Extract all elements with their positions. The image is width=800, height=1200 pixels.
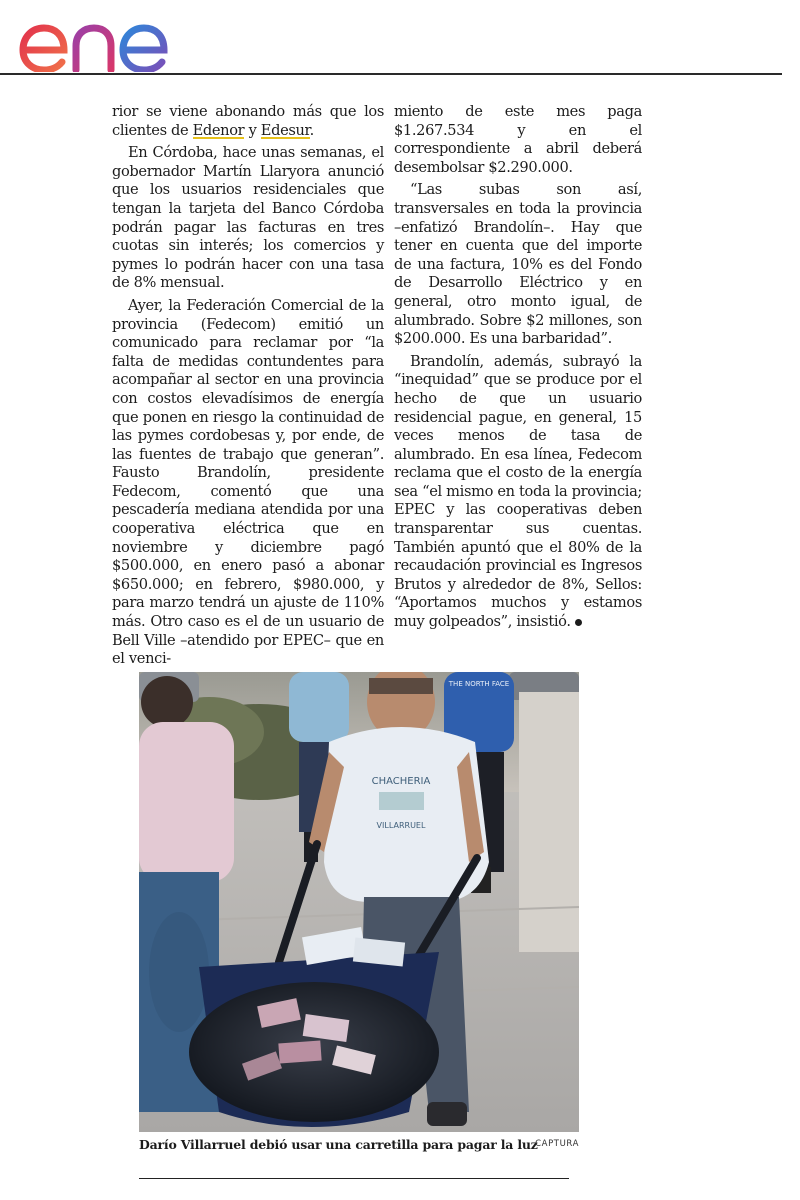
enel-logo xyxy=(14,6,204,72)
paragraph-text: En Córdoba, hace unas semanas, el gobernador Martín Llaryora anunció que los usuarios residenciales que tengan la tarjeta del Banco Córdoba podrán pagar las facturas en tres cuotas sin interés; los comercios y pymes lo podrán hacer con una tasa de 8% mensual. xyxy=(112,144,384,292)
highlighted-term: Edenor xyxy=(192,121,245,139)
photo-credit: CAPTURA xyxy=(535,1139,579,1149)
article-end-mark xyxy=(575,619,582,626)
article-paragraph xyxy=(394,181,642,348)
photo-caption xyxy=(139,1137,579,1155)
article-paragraph xyxy=(394,353,642,632)
article-paragraph xyxy=(112,103,384,140)
header-rule xyxy=(0,73,782,75)
article-paragraph xyxy=(112,144,384,293)
caption-text: Darío Villarruel debió usar una carretilla para pagar la luz xyxy=(139,1137,538,1152)
article-column-left xyxy=(112,103,384,673)
paragraph-text: rior se viene abonando más que los clientes de xyxy=(112,103,384,139)
article-column-right xyxy=(394,103,642,636)
paragraph-text: . xyxy=(309,121,314,139)
news-photo xyxy=(139,672,579,1132)
logo-letter-e xyxy=(23,28,64,70)
paragraph-text: Brandolín, además, subrayó la “inequidad” que se produce por el hecho de que un usuario residencial pague, en general, 15 veces menos de tasa de alumbrado. En esa línea, Fedecom reclama que el costo de la energía sea “el mismo en toda la provincia; EPEC y las cooperativas deben transparentar sus cuentas. También apuntó que el 80% de la recaudación provincial es Ingresos Brutos y alrededor de 8%, Sellos: “Aportamos muchos y estamos muy golpeados”, insistió. xyxy=(394,352,642,631)
highlighted-term: Edesur xyxy=(260,121,310,139)
logo-letter-e-second xyxy=(123,28,164,70)
article-paragraph xyxy=(112,297,384,669)
article-paragraph xyxy=(394,103,642,177)
logo-letter-n xyxy=(76,28,111,70)
paragraph-text: y xyxy=(244,121,261,139)
paragraph-text: miento de este mes paga $1.267.534 y en el correspondiente a abril deberá desembolsar $2.290.000. xyxy=(394,103,642,176)
svg-text:CHACHERIA: CHACHERIA xyxy=(371,776,431,787)
svg-text:VILLARRUEL: VILLARRUEL xyxy=(376,821,426,830)
bottom-rule xyxy=(139,1178,569,1179)
paragraph-text: “Las subas son así, transversales en toda la provincia –enfatizó Brandolín–. Hay que tener en cuenta que del importe de una factura, 10% es del Fondo de Desarrollo Eléctrico y en general, otro monto igual, de alumbrado. Sobre $2 millones, son $200.000. Es una barbaridad”. xyxy=(394,181,642,348)
paragraph-text: Ayer, la Federación Comercial de la provincia (Fedecom) emitió un comunicado para reclamar por “la falta de medidas contundentes para acompañar al sector en una provincia con costos elevadísimos de energía que ponen en riesgo la continuidad de las pymes cordobesas y, por ende, de las fuentes de trabajo que generan”. Fausto Brandolín, presidente Fedecom, comentó que una pescadería mediana atendida por una cooperativa eléctrica que en noviembre y diciembre pagó $500.000, en enero pasó a abonar $650.000; en febrero, $980.000, y para marzo tendrá un ajuste de 110% más. Otro caso es el de un usuario de Bell Ville –atendido por EPEC– que en el venci- xyxy=(112,296,384,668)
svg-text:THE NORTH FACE: THE NORTH FACE xyxy=(448,680,510,688)
